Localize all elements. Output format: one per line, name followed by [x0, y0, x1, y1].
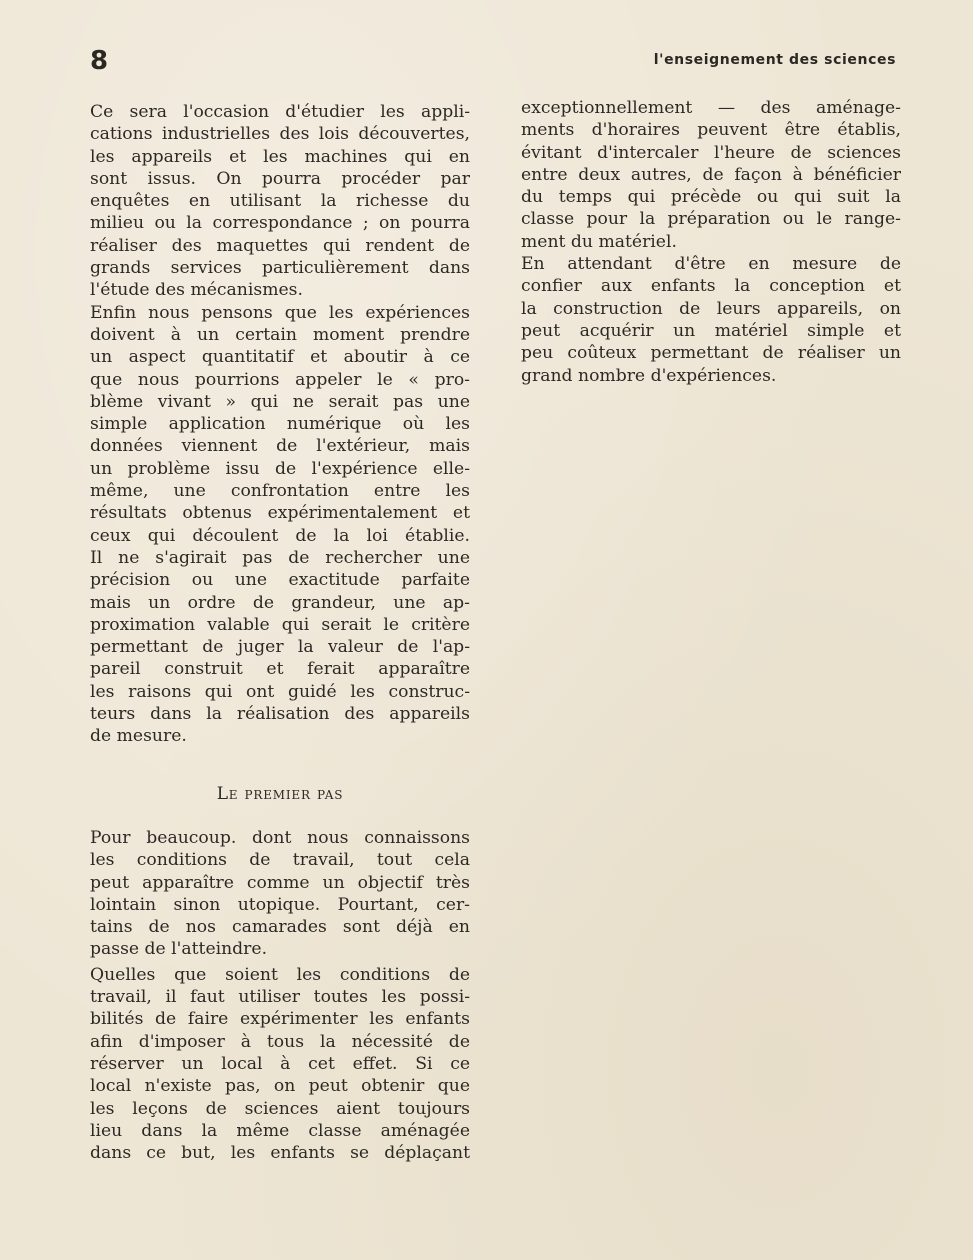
- text-line: afin d'imposer à tous la nécessité de: [90, 1031, 470, 1052]
- text-line: dans ce but, les enfants se déplaçant: [90, 1143, 470, 1164]
- text-line: les conditions de travail, tout cela: [90, 850, 470, 871]
- text-line: lointain sinon utopique. Pourtant, cer-: [90, 894, 470, 915]
- text-line: pareil construit et ferait apparaître: [90, 659, 470, 680]
- text-line: les leçons de sciences aient toujours: [90, 1098, 470, 1119]
- text-line: ments d'horaires peuvent être établis,: [521, 120, 901, 141]
- text-line: grands services particulièrement dans: [90, 258, 470, 279]
- text-line: les appareils et les machines qui en: [90, 146, 470, 167]
- text-line: enquêtes en utilisant la richesse du: [90, 191, 470, 212]
- text-line: ceux qui découlent de la loi établie.: [90, 525, 470, 546]
- text-line: local n'existe pas, on peut obtenir que: [90, 1076, 470, 1097]
- text-line: bilités de faire expérimenter les enfants: [90, 1009, 470, 1030]
- text-line: sont issus. On pourra procéder par: [90, 168, 470, 189]
- text-line: réserver un local à cet effet. Si ce: [90, 1053, 470, 1074]
- text-line: un aspect quantitatif et aboutir à ce: [90, 347, 470, 368]
- text-line: grand nombre d'expériences.: [521, 365, 777, 386]
- text-line: entre deux autres, de façon à bénéficier: [521, 164, 901, 185]
- text-line: précision ou une exactitude parfaite: [90, 570, 470, 591]
- text-line: Quelles que soient les conditions de: [90, 964, 470, 985]
- text-line: Ce sera l'occasion d'étudier les appli-: [90, 102, 470, 122]
- text-line: même, une confrontation entre les: [90, 481, 470, 502]
- text-line: les raisons qui ont guidé les construc-: [90, 681, 470, 702]
- text-line: données viennent de l'extérieur, mais: [90, 436, 470, 457]
- text-line: exceptionnellement — des aménage-: [521, 98, 901, 118]
- text-line: classe pour la préparation ou le range-: [521, 209, 901, 230]
- section-heading: Le premier pas: [216, 784, 344, 804]
- text-line: doivent à un certain moment prendre: [90, 324, 470, 345]
- running-title: l'enseignement des sciences: [653, 52, 896, 68]
- text-line: lieu dans la même classe aménagée: [90, 1120, 470, 1141]
- text-line: travail, il faut utiliser toutes les possi-: [90, 987, 470, 1008]
- text-line: confier aux enfants la conception et: [521, 276, 901, 297]
- text-line: peut apparaître comme un objectif très: [90, 872, 470, 893]
- text-line: cations industrielles des lois découvertes,: [90, 124, 470, 145]
- text-line: tains de nos camarades sont déjà en: [90, 917, 470, 938]
- text-line: passe de l'atteindre.: [90, 939, 268, 960]
- text-line: simple application numérique où les: [90, 414, 470, 435]
- text-line: mais un ordre de grandeur, une ap-: [90, 592, 470, 613]
- text-line: peut acquérir un matériel simple et: [521, 320, 901, 341]
- text-line: évitant d'intercaler l'heure de sciences: [521, 142, 901, 163]
- text-line: ment du matériel.: [521, 231, 677, 252]
- text-line: teurs dans la réalisation des appareils: [90, 704, 470, 725]
- text-line: permettant de juger la valeur de l'ap-: [90, 637, 470, 658]
- text-line: réaliser des maquettes qui rendent de: [90, 235, 470, 256]
- text-line: du temps qui précède ou qui suit la: [521, 187, 901, 208]
- text-line: En attendant d'être en mesure de: [521, 254, 901, 275]
- text-line: la construction de leurs appareils, on: [521, 298, 901, 319]
- left-column-top: [90, 101, 470, 748]
- text-line: blème vivant » qui ne serait pas une: [90, 391, 470, 412]
- text-line: l'étude des mécanismes.: [90, 280, 303, 301]
- text-line: proximation valable qui serait le critère: [90, 614, 470, 635]
- text-line: de mesure.: [90, 726, 187, 747]
- left-column-bottom: [90, 827, 470, 1164]
- page-number: 8: [90, 46, 109, 76]
- text-line: que nous pourrions appeler le « pro-: [90, 369, 470, 390]
- text-line: Pour beaucoup. dont nous connaissons: [90, 828, 470, 848]
- text-line: résultats obtenus expérimentalement et: [90, 503, 470, 524]
- text-line: Enfin nous pensons que les expériences: [90, 302, 470, 323]
- text-line: peu coûteux permettant de réaliser un: [521, 343, 901, 364]
- text-line: Il ne s'agirait pas de rechercher une: [90, 547, 470, 568]
- text-line: milieu ou la correspondance ; on pourra: [90, 213, 470, 234]
- right-column: [521, 97, 901, 387]
- text-line: un problème issu de l'expérience elle-: [90, 458, 470, 479]
